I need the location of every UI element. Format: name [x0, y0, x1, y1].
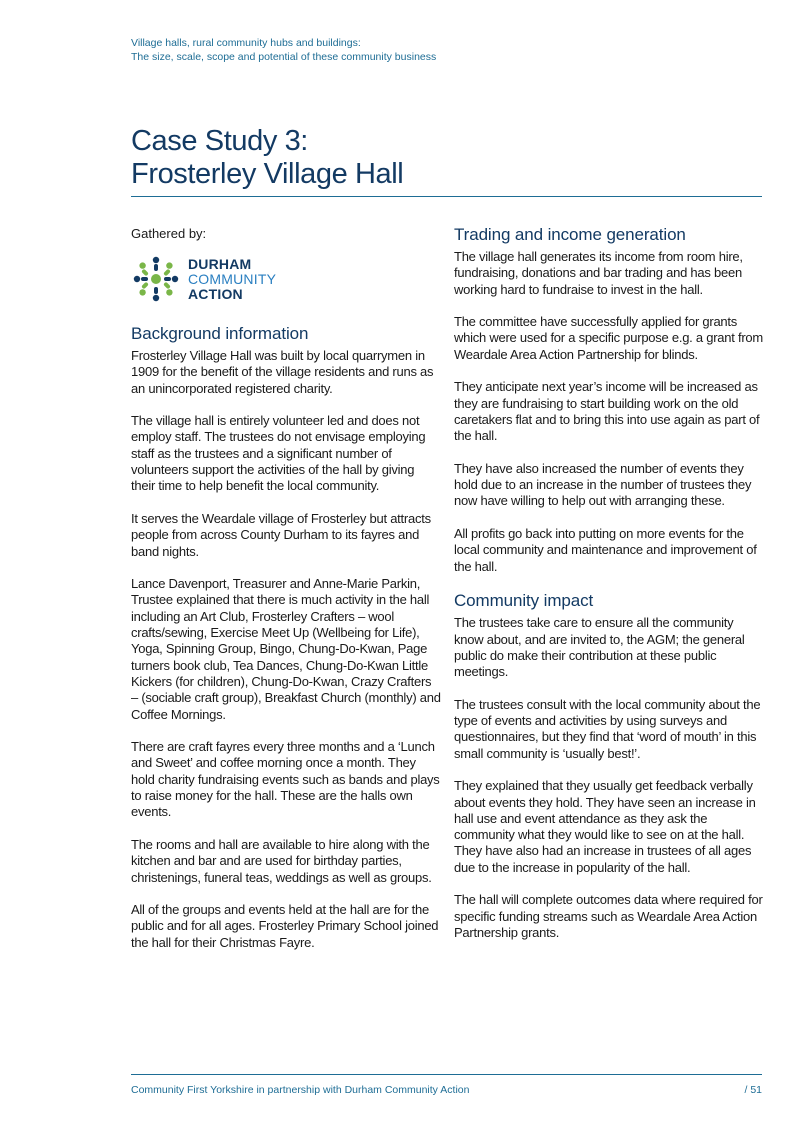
impact-paragraph: They explained that they usually get feedback verbally about events they hold. They have seen an increase in hall use and event attendance as they ask the community what they would like to see on at the hall. They have also had an increase in trustees of all ages due to the increase in popularity of the hall.: [454, 778, 756, 875]
people-circle-icon: [131, 254, 181, 304]
right-column: [454, 225, 764, 957]
logo-line2: COMMUNITY: [188, 270, 277, 287]
durham-community-action-logo: [131, 248, 441, 310]
logo-wordmark: [188, 257, 276, 302]
background-heading: Background information: [131, 324, 309, 343]
running-header: [131, 36, 436, 64]
background-paragraph: Frosterley Village Hall was built by local quarrymen in 1909 for the benefit of the village residents and runs as an unincorporated registered charity.: [131, 348, 434, 396]
title-divider: [131, 196, 762, 197]
background-paragraph: The village hall is entirely volunteer led and does not employ staff. The trustees do not envisage employing staff as the trustees and a significant number of volunteers support the activities of the hall by giving their time to help benefit the local community.: [131, 413, 426, 494]
background-paragraph: The rooms and hall are available to hire along with the kitchen and bar and are used for birthday parties, christenings, funeral teas, weddings as well as groups.: [131, 836, 432, 885]
trading-paragraph: All profits go back into putting on more events for the local community and maintenance and improvement of the hall.: [454, 526, 757, 574]
impact-paragraph: The hall will complete outcomes data where required for specific funding streams such as Weardale Area Action Partnership grants.: [454, 892, 763, 940]
page-title-line2: Frosterley Village Hall: [131, 158, 404, 190]
running-header-line1: Village halls, rural community hubs and buildings:: [131, 37, 361, 49]
logo-line1: DURHAM: [188, 255, 252, 272]
community-impact-heading: Community impact: [454, 591, 594, 611]
page-title: [131, 125, 403, 191]
impact-paragraph: The trustees take care to ensure all the community know about, and are invited to, the AGM; the general public do make their contribution at these public meetings.: [454, 615, 745, 680]
background-paragraph: It serves the Weardale village of Frosterley but attracts people from across County Durham to its fayres and band nights.: [131, 510, 431, 559]
page-title-line1: Case Study 3:: [131, 125, 308, 157]
page-number: / 51: [744, 1084, 762, 1096]
trading-paragraph: They have also increased the number of events they hold due to an increase in the number of trustees they now have willing to help out with arranging these.: [454, 460, 752, 509]
trading-paragraph: The committee have successfully applied for grants which were used for a specific purpose e.g. a grant from Weardale Area Action Partnership for blinds.: [454, 314, 763, 362]
left-column: [131, 225, 441, 967]
running-header-line2: The size, scale, scope and potential of these community business: [131, 51, 437, 63]
impact-paragraph: The trustees consult with the local community about the type of events and activities by using surveys and questionnaires, but they find that ‘word of mouth’ in this small community is ‘usually best!’.: [454, 696, 761, 761]
background-paragraph: There are craft fayres every three months and a ‘Lunch and Sweet’ and coffee morning once a month. They hold charity fundraising events such as bands and plays to raise money for the hall. These are the halls own events.: [131, 739, 440, 820]
background-paragraph: Lance Davenport, Treasurer and Anne-Marie Parkin, Trustee explained that there is much activity in the hall including an Art Club, Frosterley Crafters – wool crafts/sewing, Exercise Meet Up (Wellbeing for Life), Yoga, Spinning Group, Bingo, Chung-Do-Kwan, Page turners book club, Tea Dances, Chung-Do-Kwan Little Kickers (for children), Chung-Do-Kwan, Crazy Crafters – (sociable craft group), Breakfast Church (monthly) and Coffee Mornings.: [131, 576, 441, 722]
footer-credit: Community First Yorkshire in partnership with Durham Community Action: [131, 1084, 470, 1096]
background-paragraph: All of the groups and events held at the hall are for the public and for all ages. Frosterley Primary School joined the hall for their Christmas Fayre.: [131, 902, 439, 950]
gathered-by-label: Gathered by:: [131, 226, 207, 241]
trading-heading: Trading and income generation: [454, 225, 686, 244]
trading-paragraph: The village hall generates its income from room hire, fundraising, donations and bar trading and has been working hard to fundraise to invest in the hall.: [454, 249, 743, 297]
trading-paragraph: They anticipate next year’s income will be increased as they are fundraising to start building work on the old caretakers flat and to bring this into use again as part of the hall.: [454, 379, 760, 444]
logo-line3: ACTION: [188, 285, 243, 302]
footer-divider: [131, 1074, 762, 1075]
